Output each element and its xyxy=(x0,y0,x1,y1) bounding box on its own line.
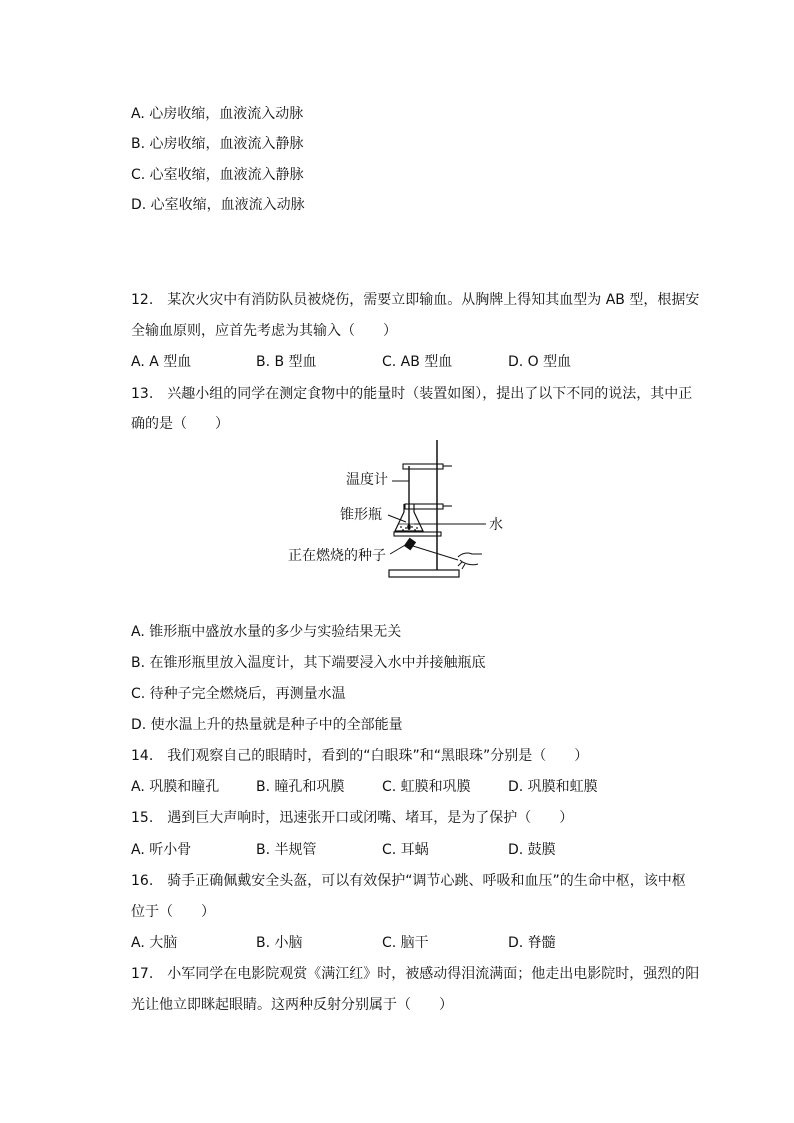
seed-label: 正在燃烧的种子 xyxy=(288,548,386,564)
q12-option-b: B. B 型血 xyxy=(256,354,317,370)
apparatus-diagram xyxy=(282,436,522,586)
q16-option-b: B. 小脑 xyxy=(256,935,303,951)
q12-option-d: D. O 型血 xyxy=(508,354,572,370)
q12-option-a: A. A 型血 xyxy=(131,354,192,370)
q12-stem-line2: 全输血原则，应首先考虑为其输入（ ） xyxy=(131,323,397,339)
flask-label: 锥形瓶 xyxy=(340,507,382,523)
calorimeter-figure xyxy=(282,436,522,586)
q14-option-c: C. 虹膜和巩膜 xyxy=(382,779,471,795)
q11-option-b: B. 心房收缩，血液流入静脉 xyxy=(131,136,304,152)
q14-stem: 14. 我们观察自己的眼睛时，看到的“白眼珠”和“黑眼珠”分别是（ ） xyxy=(131,748,589,764)
q16-stem-line2: 位于（ ） xyxy=(131,904,215,920)
q13-stem-line2: 确的是（ ） xyxy=(131,416,229,432)
thermometer-label: 温度计 xyxy=(346,472,388,488)
q15-option-d: D. 鼓膜 xyxy=(508,842,556,858)
q17-stem-line2: 光让他立即眯起眼睛。这两种反射分别属于（ ） xyxy=(131,997,453,1013)
q16-option-c: C. 脑干 xyxy=(382,935,429,951)
q16-option-a: A. 大脑 xyxy=(131,935,178,951)
q17-stem-line1: 17. 小军同学在电影院观赏《满江红》时，被感动得泪流满面；他走出电影院时，强烈的阳 xyxy=(131,966,700,982)
q16-option-d: D. 脊髓 xyxy=(508,935,556,951)
q11-option-d: D. 心室收缩，血液流入动脉 xyxy=(131,197,305,213)
q13-option-d: D. 使水温上升的热量就是种子中的全部能量 xyxy=(131,717,403,733)
water-label: 水 xyxy=(489,517,503,533)
q15-option-c: C. 耳蜗 xyxy=(382,842,429,858)
q13-stem-line1: 13. 兴趣小组的同学在测定食物中的能量时（装置如图），提出了以下不同的说法，其中正 xyxy=(131,386,693,402)
support-ring xyxy=(394,532,441,536)
thermometer-bulb xyxy=(407,524,411,530)
q13-option-b: B. 在锥形瓶里放入温度计，其下端要浸入水中并接触瓶底 xyxy=(131,655,486,671)
q16-stem-line1: 16. 骑手正确佩戴安全头盔，可以有效保护“调节心跳、呼吸和血压”的生命中枢，该中枢 xyxy=(131,873,686,889)
q15-option-a: A. 听小骨 xyxy=(131,842,192,858)
q15-stem: 15. 遇到巨大声响时，迅速张开口或闭嘴、堵耳，是为了保护（ ） xyxy=(131,810,574,826)
q13-option-a: A. 锥形瓶中盛放水量的多少与实验结果无关 xyxy=(131,624,402,640)
hand-icon xyxy=(458,553,482,569)
q14-option-b: B. 瞳孔和巩膜 xyxy=(256,779,345,795)
q14-option-d: D. 巩膜和虹膜 xyxy=(508,779,598,795)
stand-base xyxy=(389,570,459,577)
q14-option-a: A. 巩膜和瞳孔 xyxy=(131,779,220,795)
burning-seed xyxy=(404,538,416,551)
q13-option-c: C. 待种子完全燃烧后，再测量水温 xyxy=(131,686,346,702)
q15-option-b: B. 半规管 xyxy=(256,842,317,858)
q12-stem-line1: 12. 某次火灾中有消防队员被烧伤，需要立即输血。从胸牌上得知其血型为 AB 型，根据安 xyxy=(131,292,700,308)
q12-option-c: C. AB 型血 xyxy=(382,354,453,370)
q11-option-c: C. 心室收缩，血液流入静脉 xyxy=(131,167,304,183)
q11-option-a: A. 心房收缩，血液流入动脉 xyxy=(131,106,304,122)
